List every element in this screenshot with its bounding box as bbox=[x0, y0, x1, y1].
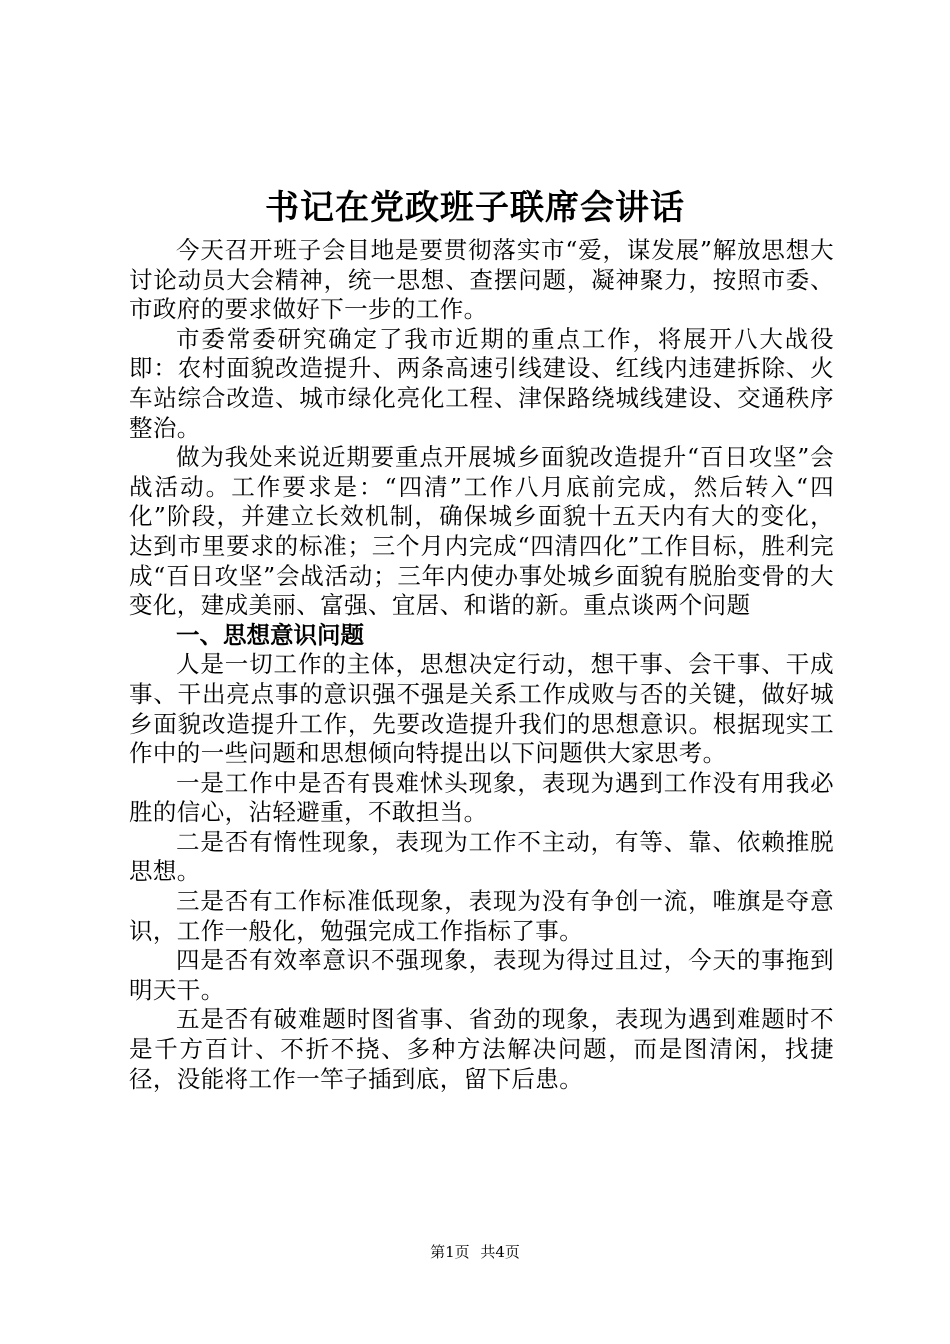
section-heading: 一、思想意识问题 bbox=[176, 620, 364, 649]
paragraph: 做为我处来说近期要重点开展城乡面貌改造提升“百日攻坚”会战活动。工作要求是：“四清”工作八月底前完成，然后转入“四化”阶段，并建立长效机制，确保城乡面貌十五天内有大的变化，达到市里要求的标准；三个月内完成“四清四化”工作目标，胜利完成“百日攻坚”会战活动；三年内使办事处城乡面貌有脱胎变骨的大变化，建成美丽、富强、宜居、和谐的新。重点谈两个问题 bbox=[129, 443, 834, 620]
page-footer bbox=[0, 1242, 950, 1262]
document-body bbox=[129, 236, 834, 1094]
paragraph: 市委常委研究确定了我市近期的重点工作，将展开八大战役即：农村面貌改造提升、两条高速引线建设、红线内违建拆除、火车站综合改造、城市绿化亮化工程、津保路绕城线建设、交通秩序整治。 bbox=[129, 324, 834, 442]
paragraph: 二是否有惰性现象，表现为工作不主动，有等、靠、依赖推脱思想。 bbox=[129, 827, 834, 886]
paragraph: 今天召开班子会目地是要贯彻落实市“爱，谋发展”解放思想大讨论动员大会精神，统一思想、查摆问题，凝神聚力，按照市委、市政府的要求做好下一步的工作。 bbox=[129, 236, 834, 324]
paragraph: 五是否有破难题时图省事、省劲的现象，表现为遇到难题时不是千方百计、不折不挠、多种方法解决问题，而是图清闲，找捷径，没能将工作一竿子插到底，留下后患。 bbox=[129, 1005, 834, 1093]
page-number: 第1页 bbox=[430, 1243, 470, 1261]
document-title: 书记在党政班子联席会讲话 bbox=[265, 188, 685, 228]
paragraph: 四是否有效率意识不强现象，表现为得过且过，今天的事拖到明天干。 bbox=[129, 946, 834, 1004]
page-total: 共4页 bbox=[480, 1243, 520, 1261]
paragraph: 一是工作中是否有畏难怵头现象，表现为遇到工作没有用我必胜的信心，沾轻避重，不敢担当。 bbox=[129, 768, 834, 827]
paragraph: 人是一切工作的主体，思想决定行动，想干事、会干事、干成事、干出亮点事的意识强不强是关系工作成败与否的关键，做好城乡面貌改造提升工作，先要改造提升我们的思想意识。根据现实工作中的一些问题和思想倾向特提出以下问题供大家思考。 bbox=[129, 650, 834, 768]
paragraph: 三是否有工作标准低现象，表现为没有争创一流，唯旗是夺意识，工作一般化，勉强完成工作指标了事。 bbox=[129, 887, 834, 945]
